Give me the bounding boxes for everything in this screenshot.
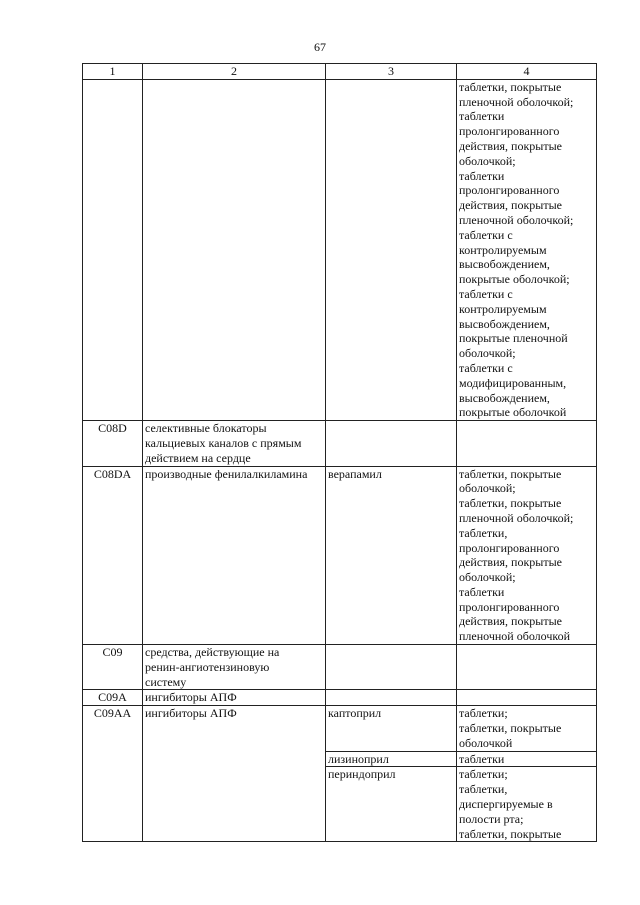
table-row bbox=[83, 421, 597, 466]
dosage-form-cell-line: высвобождением, bbox=[459, 316, 550, 331]
dosage-form-cell bbox=[457, 79, 597, 420]
table-row bbox=[83, 79, 597, 420]
dosage-form-cell bbox=[457, 645, 597, 690]
drug-name-cell-line: каптоприл bbox=[328, 706, 382, 721]
header-col-2: 2 bbox=[143, 64, 326, 80]
group-name-cell bbox=[143, 645, 326, 690]
dosage-form-cell bbox=[457, 466, 597, 645]
table-row bbox=[83, 466, 597, 645]
dosage-form-cell-line: таблетки bbox=[459, 168, 505, 183]
page-number: 67 bbox=[314, 40, 326, 54]
dosage-form-cell-line: таблетки, покрытые bbox=[459, 466, 562, 481]
table-row bbox=[83, 690, 597, 706]
dosage-form-cell-line: таблетки bbox=[459, 109, 505, 124]
header-col-4: 4 bbox=[457, 64, 597, 80]
drug-name-cell bbox=[326, 79, 457, 420]
group-name-cell bbox=[143, 690, 326, 706]
drug-name-cell bbox=[326, 421, 457, 466]
dosage-form-cell-line: пленочной оболочкой; bbox=[459, 94, 574, 109]
dosage-form-cell bbox=[457, 421, 597, 466]
dosage-form-cell-line: пролонгированного bbox=[459, 540, 560, 555]
group-name-cell-line: средства, действующие на bbox=[145, 645, 280, 660]
group-name-cell-line: ренин-ангиотензиновую bbox=[145, 659, 270, 674]
dosage-form-cell-line: пленочной оболочкой; bbox=[459, 212, 574, 227]
group-name-cell bbox=[143, 421, 326, 466]
dosage-form-cell-line: таблетки с bbox=[459, 360, 513, 375]
dosage-form-cell-line: оболочкой; bbox=[459, 153, 516, 168]
dosage-form-cell-line: контролируемым bbox=[459, 242, 547, 257]
dosage-form-cell-line: полости рта; bbox=[459, 811, 524, 826]
dosage-form-cell-line: пролонгированного bbox=[459, 124, 560, 139]
atc-code-cell: C09 bbox=[83, 645, 143, 690]
dosage-form-cell-line: оболочкой; bbox=[459, 346, 516, 361]
dosage-form-cell-line: действия, покрытые bbox=[459, 198, 562, 213]
dosage-form-cell-line: таблетки; bbox=[459, 767, 508, 782]
dosage-form-cell-line: покрытые оболочкой; bbox=[459, 272, 570, 287]
dosage-form-cell-line: контролируемым bbox=[459, 301, 547, 316]
drug-table bbox=[82, 63, 597, 842]
group-name-cell-line: ингибиторы АПФ bbox=[145, 690, 237, 705]
dosage-form-cell-line: оболочкой; bbox=[459, 570, 516, 585]
dosage-form-cell-line: действия, покрытые bbox=[459, 138, 562, 153]
dosage-form-cell-line: пленочной оболочкой; bbox=[459, 510, 574, 525]
drug-name-cell bbox=[326, 706, 457, 751]
group-name-cell-line: систему bbox=[145, 674, 187, 689]
dosage-form-cell-line: таблетки с bbox=[459, 286, 513, 301]
table-row bbox=[83, 645, 597, 690]
dosage-form-cell bbox=[457, 767, 597, 842]
dosage-form-cell-line: оболочкой; bbox=[459, 481, 516, 496]
drug-name-cell-line: верапамил bbox=[328, 466, 382, 481]
dosage-form-cell-line: таблетки, покрытые bbox=[459, 721, 562, 736]
dosage-form-cell-line: модифицированным, bbox=[459, 375, 567, 390]
drug-name-cell bbox=[326, 767, 457, 842]
dosage-form-cell-line: действия, покрытые bbox=[459, 555, 562, 570]
atc-code-cell: C08DA bbox=[83, 466, 143, 645]
dosage-form-cell-line: таблетки с bbox=[459, 227, 513, 242]
dosage-form-cell-line: пролонгированного bbox=[459, 183, 560, 198]
atc-code-cell bbox=[83, 79, 143, 420]
group-name-cell-line: кальциевых каналов с прямым bbox=[145, 435, 302, 450]
dosage-form-cell-line: оболочкой bbox=[459, 735, 513, 750]
dosage-form-cell-line: пролонгированного bbox=[459, 599, 560, 614]
drug-name-cell bbox=[326, 690, 457, 706]
dosage-form-cell-line: таблетки; bbox=[459, 706, 508, 721]
group-name-cell bbox=[143, 466, 326, 645]
drug-name-cell bbox=[326, 645, 457, 690]
dosage-form-cell-line: высвобождением, bbox=[459, 390, 550, 405]
drug-name-cell bbox=[326, 751, 457, 767]
dosage-form-cell bbox=[457, 690, 597, 706]
group-name-cell-line: селективные блокаторы bbox=[145, 421, 267, 436]
group-name-cell-line: действием на сердце bbox=[145, 450, 251, 465]
dosage-form-cell-line: высвобождением, bbox=[459, 257, 550, 272]
table-row bbox=[83, 706, 597, 751]
drug-name-cell bbox=[326, 466, 457, 645]
dosage-form-cell-line: таблетки, bbox=[459, 782, 508, 797]
atc-code-cell: C09A bbox=[83, 690, 143, 706]
dosage-form-cell-line: диспергируемые в bbox=[459, 797, 553, 812]
dosage-form-cell bbox=[457, 751, 597, 767]
group-name-cell bbox=[143, 79, 326, 420]
dosage-form-cell-line: таблетки, покрытые bbox=[459, 79, 562, 94]
dosage-form-cell-line: таблетки bbox=[459, 584, 505, 599]
dosage-form-cell bbox=[457, 706, 597, 751]
atc-code-cell: C08D bbox=[83, 421, 143, 466]
group-name-cell bbox=[143, 706, 326, 842]
atc-code-cell: C09AA bbox=[83, 706, 143, 842]
dosage-form-cell-line: таблетки, покрытые bbox=[459, 826, 562, 841]
dosage-form-cell-line: действия, покрытые bbox=[459, 614, 562, 629]
dosage-form-cell-line: таблетки, покрытые bbox=[459, 496, 562, 511]
header-col-1: 1 bbox=[83, 64, 143, 80]
header-col-3: 3 bbox=[326, 64, 457, 80]
dosage-form-cell-line: пленочной оболочкой bbox=[459, 629, 571, 644]
header-row bbox=[83, 64, 597, 80]
group-name-cell-line: производные фенилалкиламина bbox=[145, 466, 308, 481]
dosage-form-cell-line: таблетки, bbox=[459, 525, 508, 540]
dosage-form-cell-line: покрытые пленочной bbox=[459, 331, 568, 346]
dosage-form-cell-line: покрытые оболочкой bbox=[459, 405, 567, 420]
group-name-cell-line: ингибиторы АПФ bbox=[145, 706, 237, 721]
dosage-form-cell-line: таблетки bbox=[459, 751, 505, 766]
drug-name-cell-line: лизиноприл bbox=[328, 751, 389, 766]
drug-name-cell-line: периндоприл bbox=[328, 767, 396, 782]
